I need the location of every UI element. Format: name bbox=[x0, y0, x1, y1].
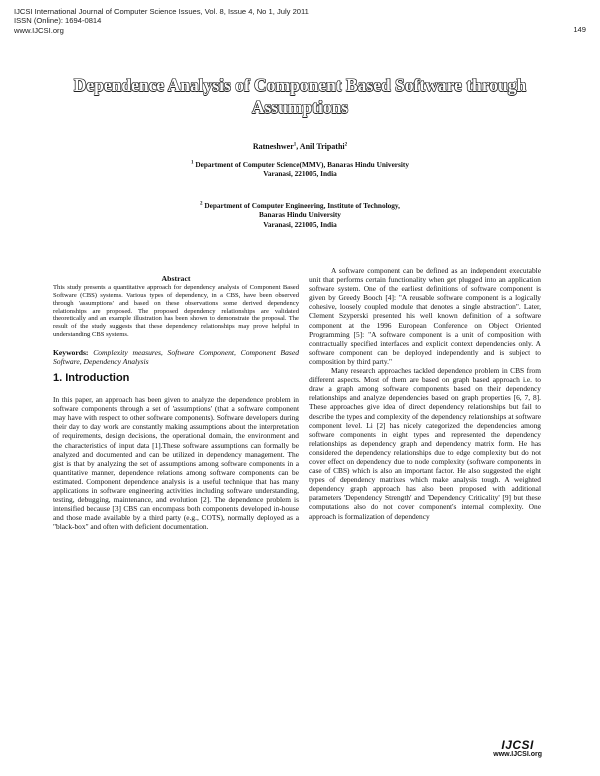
affiliation-2-univ: Banaras Hindu University bbox=[259, 210, 341, 220]
affiliation-1-sup: 1 bbox=[190, 160, 194, 166]
abstract-block bbox=[53, 274, 299, 339]
affiliation-1 bbox=[0, 160, 600, 179]
affiliation-2 bbox=[0, 201, 600, 229]
author-1: Ratneshwer bbox=[252, 142, 294, 151]
footer-url[interactable]: www.IJCSI.org bbox=[493, 751, 542, 758]
keywords-label: Keywords: bbox=[53, 348, 89, 357]
author-1-sup: 1 bbox=[293, 142, 297, 148]
abstract-text: This study presents a quantitative approach for dependency analysis of Component Based Software (CBS) systems. Various types of dependency, in a CBS, have been observed through 'assumptions' and based on these observations some derived dependency relationships are proposed. The proposed dependency relationships are validated theoretically and an example illustration has been shown to demonstrate the proposal. The result of the study suggests that these dependency relationships may prove helpful in understanding CBS systems. bbox=[53, 284, 299, 339]
ijcsi-logo: IJCSI bbox=[501, 738, 534, 752]
keywords-text: Complexity measures, Software Component, Component Based Software, Dependency Analysis bbox=[53, 348, 299, 366]
author-2: , Anil Tripathi bbox=[296, 142, 345, 151]
section-1-heading: 1. Introduction bbox=[53, 372, 130, 384]
affiliation-2-sup: 2 bbox=[200, 201, 203, 207]
right-column bbox=[309, 266, 541, 521]
affiliation-2-dept: Department of Computer Engineering, Institute of Technology, bbox=[204, 201, 400, 210]
abstract-heading: Abstract bbox=[161, 274, 191, 283]
page-number: 149 bbox=[573, 25, 586, 34]
journal-url[interactable]: www.IJCSI.org bbox=[14, 25, 64, 35]
issn-line: ISSN (Online): 1694-0814 bbox=[14, 16, 102, 26]
affiliation-2-city: Varanasi, 221005, India bbox=[263, 219, 337, 229]
intro-paragraph: In this paper, an approach has been given to analyze the dependence problem in software components through a set of 'assumptions' (that a software component may have with respect to other software components). Software developers during their day to day work are constantly making assumptions about the interpretation of requirements, design decisions, the operational domain, the environment and the characteristics of input data [1].These software assumptions can formally be analyzed and documented and can be utilized in dependency management. The gist is that by analyzing the set of assumptions among software components in a quantitative manner, dependence relations among software components can be estimated. Component dependence analysis is a useful technique that has many applications in software engineering activities including software understanding, testing, debugging, maintenance, and evolution [2]. The dependence problem is intensified because [3] CBS can encompass both components developed in-house and those made available by a third party (e.g., COTS), normally deployed as a "black-box" and often with deficient documentation. bbox=[53, 395, 299, 532]
related-work-paragraph: Many research approaches tackled dependence problem in CBS from different aspects. Most of them are based on graph based approach i.e. to draw a graph among software components based on their dependency relationships and analyze dependencies based on graph properties [6, 7, 8]. These approaches give idea of direct dependency relationships but fail to describe the types and complexity of the dependency relationships at software component level. Li [2] has nicely categorized the dependencies among software components in eight types and represented the dependency relationships as dependency graph and dependency matrix form. He has considered the dependency relationships due to edge complexity but do not cover effect on dependency due to node complexity (software components in case of CBS) which is also an important factor. He also suggested the eight types of dependency matrixes which make analysis tough. A weighted dependency graph approach has also been proposed with additional parameters 'Dependency Strength' and 'Dependency Criticality' [9] but these computations also do not cover component's internal complexity. One approach is formalization of dependency bbox=[309, 366, 541, 521]
component-definition-paragraph: A software component can be defined as an independent executable unit that performs certain functionality when get plugged into an application software system. One of the earliest definitions of software component is given by Greedy Booch [4]: "A reusable software component is a logically cohesive, loosely coupled module that denotes a single abstraction". Later, Clement Szyperski presented his well known definition of a software component at the 1996 European Conference on Object Oriented Programming [5]: "A software component is a unit of composition with contractually specified interfaces and explicit context dependencies only. A software component can be deployed independently and is subject to composition by third party." bbox=[309, 266, 541, 366]
author-line bbox=[0, 142, 600, 151]
keywords-block bbox=[53, 348, 299, 366]
affiliation-1-city: Varanasi, 221005, India bbox=[263, 169, 337, 179]
affiliation-1-dept: Department of Computer Science(MMV), Banaras Hindu University bbox=[195, 160, 409, 169]
journal-line: IJCSI International Journal of Computer Science Issues, Vol. 8, Issue 4, No 1, July 2011 bbox=[14, 7, 309, 16]
footer-logo bbox=[493, 738, 542, 758]
author-2-sup: 2 bbox=[344, 142, 348, 148]
running-header bbox=[14, 7, 586, 35]
paper-title: Dependence Analysis of Component Based Software through Assumptions bbox=[73, 75, 527, 117]
left-column bbox=[53, 274, 299, 532]
